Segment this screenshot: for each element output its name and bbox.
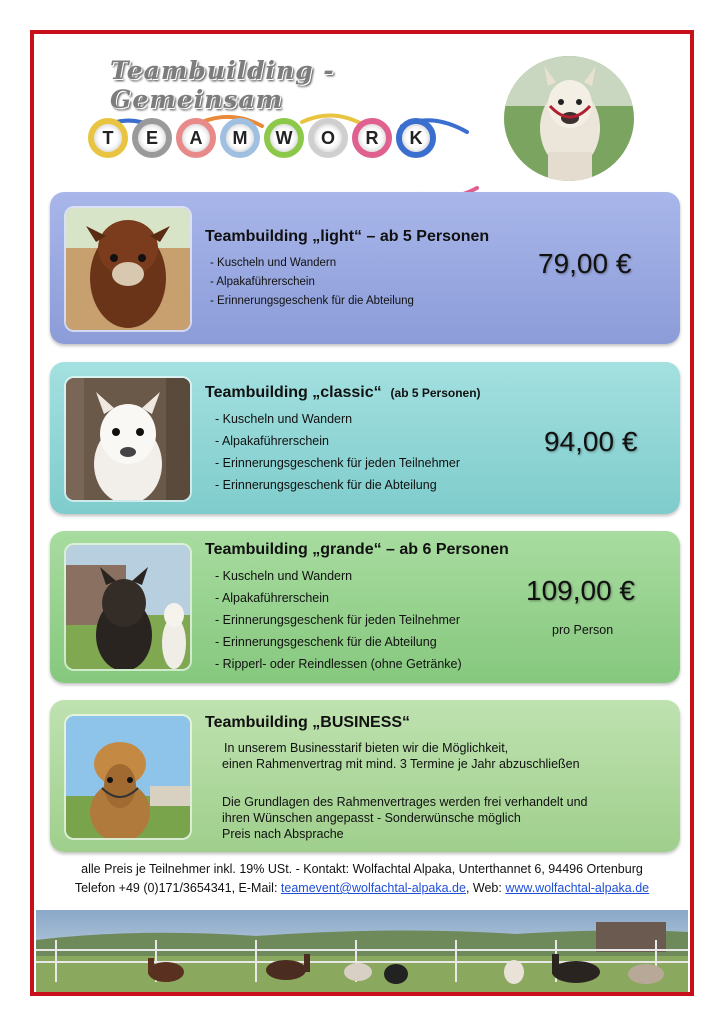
white-alpaca-image	[66, 378, 190, 500]
card-heading: Teambuilding „grande“ – ab 6 Personen	[205, 541, 509, 558]
list-item: - Ripperl- oder Reindlessen (ohne Getränke)	[215, 657, 462, 671]
price-note: pro Person	[552, 623, 614, 637]
letter-m: M	[220, 118, 260, 158]
flyer-frame	[30, 30, 694, 996]
list-item: - Kuscheln und Wandern	[210, 257, 337, 269]
card-classic	[50, 362, 680, 514]
list-item: - Kuscheln und Wandern	[215, 569, 353, 583]
card-heading: Teambuilding „light“ – ab 5 Personen	[205, 228, 490, 245]
feature-list	[210, 254, 414, 311]
list-item: - Alpakaführerschein	[210, 276, 315, 288]
logo-title: Teambuilding - Gemeinsam	[110, 56, 335, 114]
alpaca-portrait-image	[504, 56, 634, 181]
price: 109,00 €	[526, 575, 635, 606]
list-item: - Erinnerungsgeschenk für jeden Teilnehmer	[215, 456, 461, 470]
letter-k: K	[396, 118, 436, 158]
list-item: - Erinnerungsgeschenk für die Abteilung	[215, 635, 437, 649]
list-item: - Erinnerungsgeschenk für die Abteilung	[210, 295, 414, 307]
list-item: - Erinnerungsgeschenk für die Abteilung	[215, 478, 437, 492]
business-paragraph-1-line-1: In unserem Businesstarif bieten wir die Möglichkeit,	[224, 741, 509, 755]
teamwork-letters	[88, 118, 436, 158]
letter-e: E	[132, 118, 172, 158]
price: 79,00 €	[538, 248, 632, 279]
list-item: - Kuscheln und Wandern	[215, 412, 353, 426]
teamwork-logo	[82, 42, 482, 192]
business-paragraph-2-line-1: Die Grundlagen des Rahmenvertrages werden frei verhandelt und	[222, 795, 588, 809]
business-paragraph-1-line-2: einen Rahmenvertrag mit mind. 3 Termine je Jahr abzuschließen	[222, 757, 580, 771]
feature-list	[215, 408, 460, 496]
letter-t: T	[88, 118, 128, 158]
letter-r: R	[352, 118, 392, 158]
card-heading	[205, 384, 481, 402]
price: 94,00 €	[544, 426, 638, 457]
list-item: - Alpakaführerschein	[215, 591, 329, 605]
footer-line-1: alle Preis je Teilnehmer inkl. 19% USt. - Kontakt: Wolfachtal Alpaka, Unterthannet 6, 94496 Ortenburg	[81, 862, 643, 876]
card-grande	[50, 531, 680, 683]
letter-o: O	[308, 118, 348, 158]
letter-w: W	[264, 118, 304, 158]
list-item: - Alpakaführerschein	[215, 434, 329, 448]
footer-phone-text: Telefon +49 (0)171/3654341, E-Mail:	[74, 881, 281, 895]
letter-a: A	[176, 118, 216, 158]
fluffy-alpaca-image	[66, 716, 190, 838]
business-paragraph-2-line-2: ihren Wünschen angepasst - Sonderwünsche möglich	[222, 811, 521, 825]
card-business	[50, 700, 680, 852]
feature-list	[215, 565, 462, 675]
website-link[interactable]: www.wolfachtal-alpaka.de	[505, 881, 650, 895]
footer-web-label: , Web:	[465, 881, 506, 895]
card-heading-text: Teambuilding „classic“	[205, 384, 382, 401]
alpaca-herd-image	[36, 910, 688, 992]
footer-line-2	[34, 879, 690, 898]
contact-footer	[34, 860, 690, 898]
card-light	[50, 192, 680, 344]
list-item: - Erinnerungsgeschenk für jeden Teilnehmer	[215, 613, 461, 627]
card-heading: Teambuilding „BUSINESS“	[205, 714, 411, 731]
alpaca-pair-image	[66, 545, 190, 669]
business-paragraph-2-line-3: Preis nach Absprache	[222, 827, 344, 841]
card-heading-note: (ab 5 Personen)	[390, 386, 481, 400]
email-link[interactable]: teamevent@wolfachtal-alpaka.de	[280, 881, 466, 895]
brown-alpaca-image	[66, 208, 190, 330]
